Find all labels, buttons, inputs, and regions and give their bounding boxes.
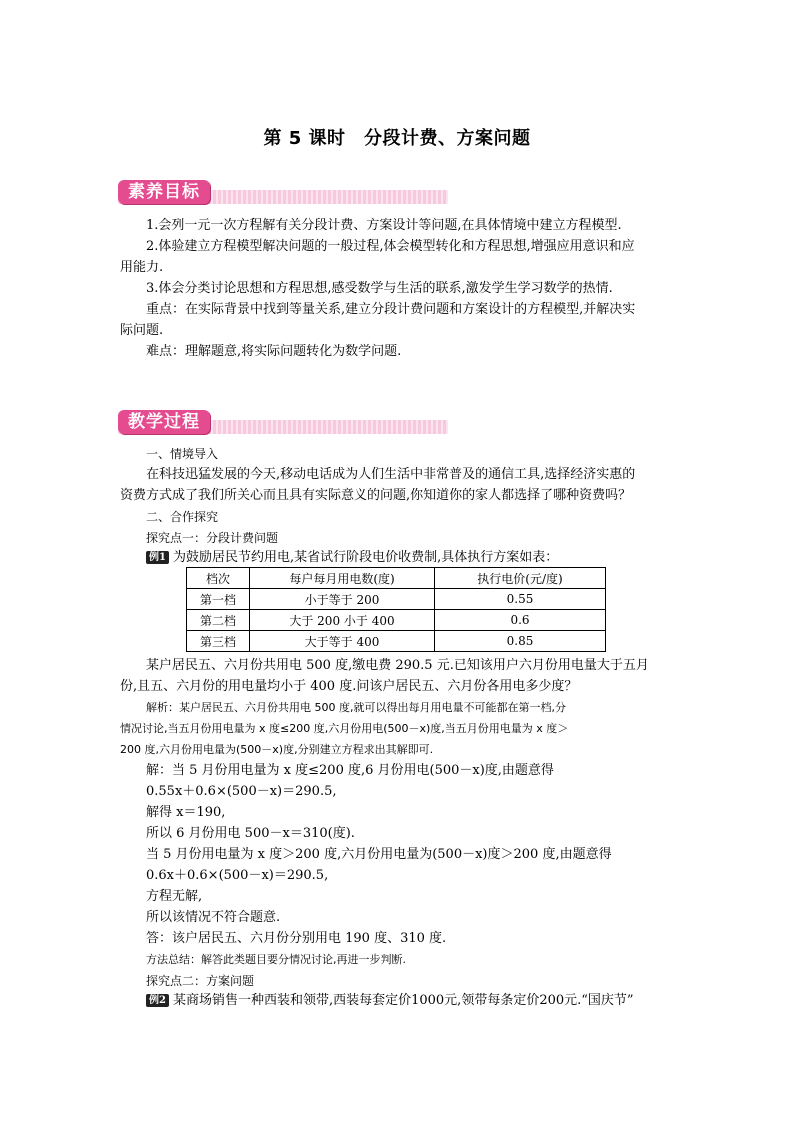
table-header-row: [187, 568, 606, 589]
key-point-cont: 际问题.: [120, 323, 164, 338]
result-2: 所以 6 月份用电 500－x＝310(度).: [146, 826, 355, 841]
table-cell: 小于等于 200: [250, 589, 435, 610]
goals-banner: [118, 180, 448, 208]
table-cell: 第二档: [187, 610, 250, 631]
table-row: [187, 610, 606, 631]
result-4: 所以该情况不符合题意.: [146, 910, 281, 925]
key-point: 重点：在实际背景中找到等量关系,建立分段计费问题和方案设计的方程模型,并解决实: [146, 302, 636, 317]
table-cell: 第三档: [187, 631, 250, 652]
method-summary: 方法总结：解答此类题目要分情况讨论,再进一步判断.: [146, 953, 406, 966]
table-cell: 0.85: [435, 631, 606, 652]
difficulty-point: 难点：理解题意,将实际问题转化为数学问题.: [146, 344, 402, 359]
table-cell: 第一档: [187, 589, 250, 610]
process-banner: [118, 410, 448, 438]
table-header: 每户每月用电数(度): [250, 568, 435, 589]
result-1: 解得 x＝190,: [146, 805, 226, 820]
example-1-badge: 例1: [146, 551, 169, 564]
table-row: [187, 631, 606, 652]
result-3: 方程无解,: [146, 889, 203, 904]
question-text-cont: 份,且五、六月份的用电量均小于 400 度.问该户居民五、六月份各用电多少度？: [120, 679, 578, 694]
section-explore-heading: 二、合作探究: [146, 510, 219, 524]
table-cell: 0.6: [435, 610, 606, 631]
analysis-text: 解析：某户居民五、六月份共用电 500 度,就可以得出每月用电量不可能都在第一档,分: [146, 701, 566, 714]
answer-text: 答：该户居民五、六月份分别用电 190 度、310 度.: [146, 931, 447, 946]
goals-label: 素养目标: [118, 180, 210, 204]
section-intro-heading: 一、情境导入: [146, 447, 219, 461]
goal-2-cont: 用能力.: [120, 260, 164, 275]
solution-case-2: 当 5 月份用电量为 x 度＞200 度,六月份用电量为(500－x)度＞200 度,由题意得: [146, 847, 612, 862]
table-header: 执行电价(元/度): [435, 568, 606, 589]
example-1-text: 为鼓励居民节约用电,某省试行阶段电价收费制,具体执行方案如表：: [172, 550, 559, 565]
solution-case-1: 解：当 5 月份用电量为 x 度≤200 度,6 月份用电(500－x)度,由题意得: [146, 763, 554, 778]
tariff-table: [186, 567, 606, 652]
example-2-badge: 例2: [146, 994, 169, 1007]
intro-text: 在科技迅猛发展的今天,移动电话成为人们生活中非常普及的通信工具,选择经济实惠的: [146, 467, 636, 482]
intro-text-cont: 资费方式成了我们所关心而且具有实际意义的问题,你知道你的家人都选择了哪种资费吗？: [120, 488, 632, 503]
analysis-text-cont: 情况讨论,当五月份用电量为 x 度≤200 度,六月份用电(500－x)度,当五月份用电量为 x 度＞: [120, 722, 569, 735]
goal-3: 3.体会分类讨论思想和方程思想,感受数学与生活的联系,激发学生学习数学的热情.: [146, 281, 613, 296]
goal-1: 1.会列一元一次方程解有关分段计费、方案设计等问题,在具体情境中建立方程模型.: [146, 218, 622, 233]
table-cell: 大于等于 400: [250, 631, 435, 652]
page-title: 第 5 课时 分段计费、方案问题: [263, 128, 531, 149]
example-1: [146, 550, 558, 566]
analysis-text-cont2: 200 度,六月份用电量为(500－x)度,分别建立方程求出其解即可.: [120, 743, 434, 756]
table-header: 档次: [187, 568, 250, 589]
table-cell: 0.55: [435, 589, 606, 610]
process-label: 教学过程: [118, 410, 210, 434]
example-2-text: 某商场销售一种西装和领带,西装每套定价1000元,领带每条定价200元.“国庆节”: [172, 993, 634, 1008]
table-cell: 大于 200 小于 400: [250, 610, 435, 631]
example-2: [146, 993, 634, 1009]
table-row: [187, 589, 606, 610]
question-text: 某户居民五、六月份共用电 500 度,缴电费 290.5 元.已知该用户六月份用电量大于五月: [146, 658, 649, 673]
equation-2: 0.6x＋0.6×(500－x)＝290.5,: [146, 868, 329, 883]
explore-point-2: 探究点二：方案问题: [146, 974, 255, 988]
explore-point-1: 探究点一：分段计费问题: [146, 531, 279, 545]
equation-1: 0.55x＋0.6×(500－x)＝290.5,: [146, 784, 337, 799]
goal-2: 2.体验建立方程模型解决问题的一般过程,体会模型转化和方程思想,增强应用意识和应: [146, 239, 635, 254]
